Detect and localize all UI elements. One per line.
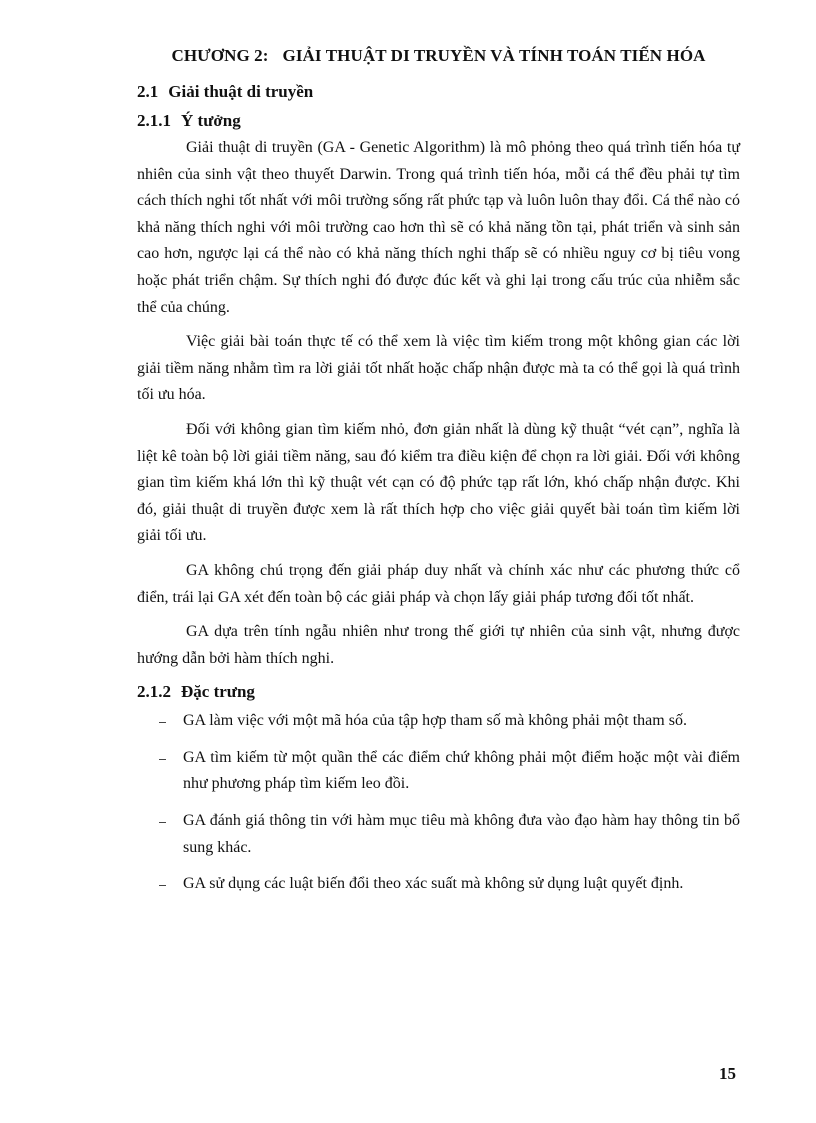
subsection-number: 2.1.1 (137, 111, 171, 130)
paragraph: Đối với không gian tìm kiếm nhỏ, đơn giản nhất là dùng kỹ thuật “vét cạn”, nghĩa là liệt kê toàn bộ lời giải tiềm năng, sau đó kiểm tra điều kiện để chọn ra lời giải. Đối với không gian tìm kiếm khá lớn thì kỹ thuật vét cạn có độ phức tạp rất lớn, khó chấp nhận được. Khi đó, giải thuật di truyền được xem là rất thích hợp cho việc giải quyết bài toán tìm kiếm lời giải tối ưu. (137, 420, 740, 545)
feature-list (137, 708, 740, 898)
list-item-text: GA tìm kiếm từ một quần thể các điểm chứ không phải một điểm hoặc một vài điểm như phương pháp tìm kiếm leo đồi. (183, 748, 740, 793)
list-item-text: GA sử dụng các luật biến đổi theo xác suất mà không sử dụng luật quyết định. (183, 875, 684, 893)
subsection-heading-idea (137, 111, 740, 131)
dash-bullet-icon (159, 885, 166, 886)
list-item (137, 808, 740, 861)
dash-bullet-icon (159, 759, 166, 760)
subsection-number: 2.1.2 (137, 682, 171, 702)
paragraph: Việc giải bài toán thực tế có thể xem là việc tìm kiếm trong một không gian các lời giải tiềm năng nhằm tìm ra lời giải tốt nhất hoặc chấp nhận được mà ta có thể gọi là quá trình tối ưu hóa. (137, 333, 740, 404)
subsection-heading-features (137, 682, 740, 702)
page-number: 15 (719, 1064, 736, 1083)
paragraph: GA không chú trọng đến giải pháp duy nhất và chính xác như các phương thức cổ điển, trái lại GA xét đến toàn bộ các giải pháp và chọn lấy giải pháp tương đối tốt nhất. (137, 561, 740, 606)
list-item-text: GA đánh giá thông tin với hàm mục tiêu mà không đưa vào đạo hàm hay thông tin bổ sung khác. (183, 812, 740, 856)
paragraph: GA dựa trên tính ngẫu nhiên như trong thế giới tự nhiên của sinh vật, nhưng được hướng dẫn bởi hàm thích nghi. (137, 623, 740, 667)
subsection-title: Ý tưởng (181, 111, 241, 130)
chapter-title: GIẢI THUẬT DI TRUYỀN VÀ TÍNH TOÁN TIẾN HÓA (282, 46, 706, 65)
section-title: Giải thuật di truyền (168, 82, 314, 101)
list-item (137, 745, 740, 798)
list-item (137, 708, 740, 735)
chapter-number: CHƯƠNG 2: (171, 46, 269, 65)
chapter-heading (137, 46, 740, 66)
section-number: 2.1 (137, 82, 159, 101)
list-item (137, 871, 740, 898)
paragraph: Giải thuật di truyền (GA - Genetic Algorithm) là mô phỏng theo quá trình tiến hóa tự nhiên của sinh vật theo thuyết Darwin. Trong quá trình tiến hóa, mỗi cá thể đều phải tự tìm cách thích nghi tốt nhất với môi trường sống rất phức tạp và luôn luôn thay đổi. Cá thể nào có khả năng thích nghi với môi trường cao hơn thì sẽ có khả năng tồn tại, phát triển và sinh sản cao hơn, ngược lại cá thể nào có khả năng thích nghi thấp sẽ có nhiều nguy cơ bị tiêu vong hoặc phát triển chậm. Sự thích nghi đó được đúc kết và ghi lại trong cấu trúc của nhiễm sắc thể của chúng. (137, 139, 740, 316)
dash-bullet-icon (159, 822, 166, 823)
list-item-text: GA làm việc với một mã hóa của tập hợp tham số mà không phải một tham số. (183, 712, 687, 730)
dash-bullet-icon (159, 722, 166, 723)
subsection-title: Đặc trưng (181, 682, 255, 702)
section-heading (137, 82, 740, 102)
document-page (137, 46, 740, 908)
